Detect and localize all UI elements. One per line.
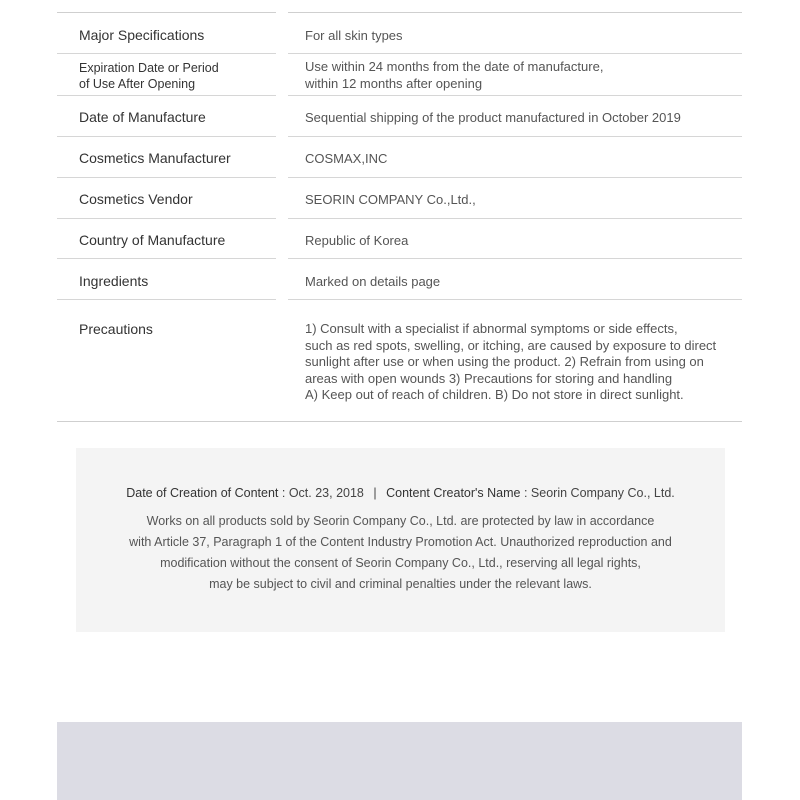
row-value: COSMAX,INC [305, 151, 388, 166]
row-value: Republic of Korea [305, 233, 409, 248]
row-label: Country of Manufacture [79, 232, 226, 248]
copyright-line: with Article 37, Paragraph 1 of the Content Industry Promotion Act. Unauthorized reproduction and [129, 535, 672, 549]
copyright-line: may be subject to civil and criminal penalties under the relevant laws. [209, 577, 592, 591]
row-value-line: areas with open wounds 3) Precautions for storing and handling [305, 370, 673, 386]
row-value-line: such as red spots, swelling, or itching, are caused by exposure to direct [305, 337, 717, 353]
row-value: For all skin types [305, 28, 403, 43]
row-label-line: Expiration Date or Period [79, 61, 219, 75]
creation-date-label: Date of Creation of Content [126, 486, 279, 500]
row-label-line: of Use After Opening [79, 77, 196, 91]
table-row [57, 13, 742, 54]
row-value-line: Use within 24 months from the date of manufacture, [305, 59, 604, 74]
table-row [57, 137, 742, 178]
table-row [57, 54, 742, 96]
row-value: Sequential shipping of the product manufactured in October 2019 [305, 110, 681, 125]
row-value [305, 59, 725, 92]
row-label: Precautions [79, 321, 153, 337]
copyright-line: modification without the consent of Seorin Company Co., Ltd., reserving all legal rights, [160, 556, 641, 570]
copyright-text [76, 511, 725, 595]
table-row [57, 300, 742, 422]
row-label: Date of Manufacture [79, 109, 206, 125]
row-label: Ingredients [79, 273, 149, 289]
row-value-line: 1) Consult with a specialist if abnormal symptoms or side effects, [305, 321, 678, 336]
row-label: Major Specifications [79, 27, 205, 43]
row-value-line: within 12 months after opening [305, 75, 483, 91]
row-value [305, 321, 725, 404]
table-row [57, 259, 742, 300]
row-label [79, 60, 219, 92]
creator-name-value: : Seorin Company Co., Ltd. [523, 486, 675, 500]
row-value: Marked on details page [305, 274, 441, 289]
content-creation-info [76, 486, 725, 500]
copyright-line: Works on all products sold by Seorin Company Co., Ltd. are protected by law in accordance [146, 514, 655, 528]
info-separator: | [373, 486, 377, 500]
row-value-line: A) Keep out of reach of children. B) Do not store in direct sunlight. [305, 387, 684, 402]
row-label: Cosmetics Manufacturer [79, 150, 231, 166]
creator-name-label: Content Creator's Name [386, 486, 521, 500]
row-label: Cosmetics Vendor [79, 191, 193, 207]
row-value-line: sunlight after use or when using the product. 2) Refrain from using on [305, 354, 704, 369]
creation-date-value: : Oct. 23, 2018 [281, 486, 364, 500]
table-row [57, 96, 742, 137]
copyright-notice [76, 448, 725, 632]
bottom-banner [57, 722, 742, 800]
table-row [57, 219, 742, 259]
table-row [57, 178, 742, 219]
row-value: SEORIN COMPANY Co.,Ltd., [305, 192, 476, 207]
table-bottom-divider [57, 421, 742, 422]
